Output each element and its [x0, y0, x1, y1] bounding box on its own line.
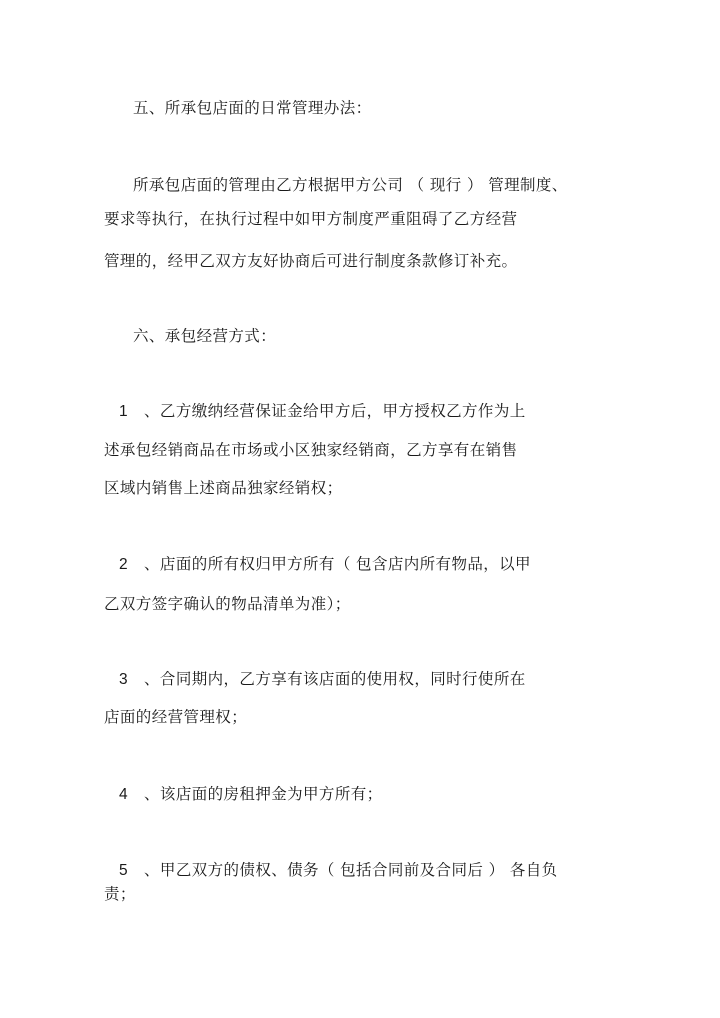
section-6-heading: 六、承包经营方式：: [133, 327, 277, 345]
item-number: 2: [119, 556, 129, 573]
item-text: 、该店面的房租押金为甲方所有；: [144, 785, 383, 803]
item-number: 4: [119, 786, 129, 803]
paragraph-line: 店面的经营管理权；: [104, 708, 248, 726]
paragraph-line: 要求等执行，在执行过程中如甲方制度严重阻碍了乙方经营: [104, 210, 518, 228]
item-number: 1: [119, 403, 129, 420]
item-text: 、店面的所有权归甲方所有（ 包含店内所有物品，以甲: [144, 555, 531, 573]
paragraph-line: 所承包店面的管理由乙方根据甲方公司 （ 现行 ） 管理制度、: [133, 176, 568, 194]
item-text: 、合同期内，乙方享有该店面的使用权，同时行使所在: [144, 670, 526, 688]
paragraph-line: 区域内销售上述商品独家经销权；: [104, 479, 343, 497]
list-item-first-line: [119, 860, 558, 881]
item-number: 3: [119, 671, 129, 688]
paragraph-line: 述承包经销商品在市场或小区独家经销商，乙方享有在销售: [104, 441, 518, 459]
section-5-heading: 五、所承包店面的日常管理办法：: [133, 99, 372, 117]
paragraph-line: 管理的，经甲乙双方友好协商后可进行制度条款修订补充。: [104, 252, 518, 270]
list-item-first-line: [119, 784, 383, 805]
list-item-first-line: [119, 669, 526, 690]
paragraph-line: 乙双方签字确认的物品清单为准）；: [104, 595, 351, 613]
list-item-first-line: [119, 554, 531, 575]
paragraph-line: 责；: [104, 885, 136, 903]
item-number: 5: [119, 862, 129, 879]
item-text: 、乙方缴纳经营保证金给甲方后，甲方授权乙方作为上: [144, 402, 526, 420]
item-text: 、甲乙双方的债权、债务（ 包括合同前及合同后 ） 各自负: [144, 861, 558, 879]
list-item-first-line: [119, 401, 526, 422]
